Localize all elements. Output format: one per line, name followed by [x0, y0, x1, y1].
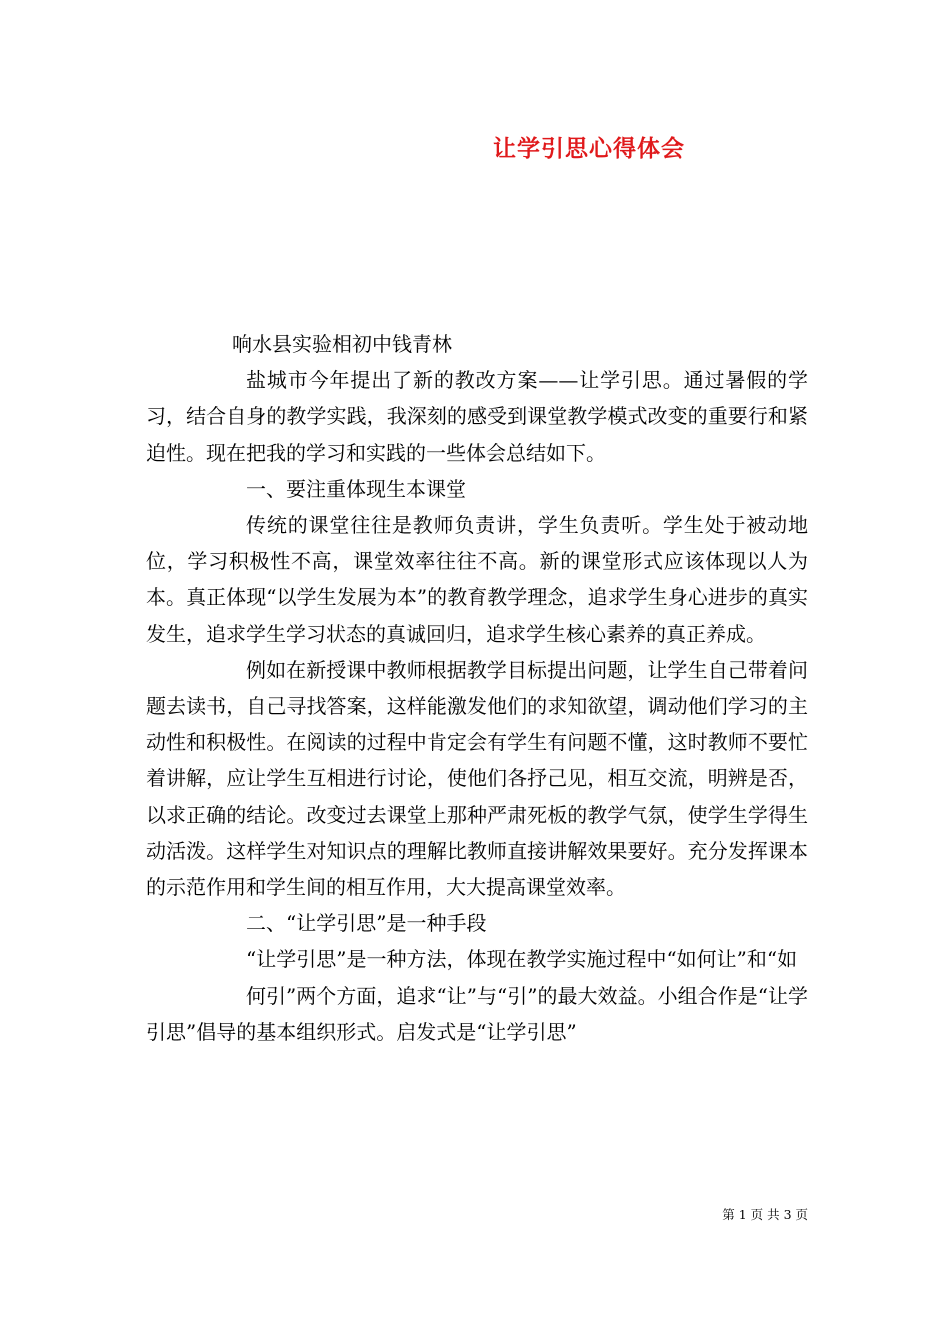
- author-line: 响水县实验相初中钱青林: [232, 332, 452, 356]
- paragraph-method-continued: 何引”两个方面，追求“让”与“引”的最大效益。小组合作是“让学引思”倡导的基本组织形式。启发式是“让学引思”: [146, 983, 808, 1044]
- document-title: 让学引思心得体会: [493, 136, 685, 162]
- document-body: [146, 326, 808, 1050]
- paragraph-example: 例如在新授课中教师根据教学目标提出问题，让学生自己带着问题去读书，自己寻找答案，这样能激发他们的求知欲望，调动他们学习的主动性和积极性。在阅读的过程中肯定会有学生有问题不懂，这时教师不要忙着讲解，应让学生互相进行讨论，使他们各抒己见，相互交流，明辨是否，以求正确的结论。改变过去课堂上那种严肃死板的教学气氛，使学生学得生动活泼。这样学生对知识点的理解比教师直接讲解效果要好。充分发挥课本的示范作用和学生间的相互作用，大大提高课堂效率。: [146, 657, 808, 900]
- section-heading-1: 一、要注重体现生本课堂: [246, 476, 466, 501]
- page-number: 第 1 页 共 3 页: [722, 1207, 808, 1222]
- paragraph-intro: 盐城市今年提出了新的教改方案——让学引思。通过暑假的学习，结合自身的教学实践，我深刻的感受到课堂教学模式改变的重要行和紧迫性。现在把我的学习和实践的一些体会总结如下。: [146, 368, 808, 465]
- section-heading-2: 二、“让学引思”是一种手段: [246, 911, 487, 936]
- paragraph-method: “让学引思”是一种方法，体现在教学实施过程中“如何让”和“如: [246, 947, 798, 972]
- paragraph-traditional-classroom: 传统的课堂往往是教师负责讲，学生负责听。学生处于被动地位，学习积极性不高，课堂效率往往不高。新的课堂形式应该体现以人为本。真正体现“以学生发展为本”的教育教学理念，追求学生身心进步的真实发生，追求学生学习状态的真诚回归，追求学生核心素养的真正养成。: [146, 513, 808, 646]
